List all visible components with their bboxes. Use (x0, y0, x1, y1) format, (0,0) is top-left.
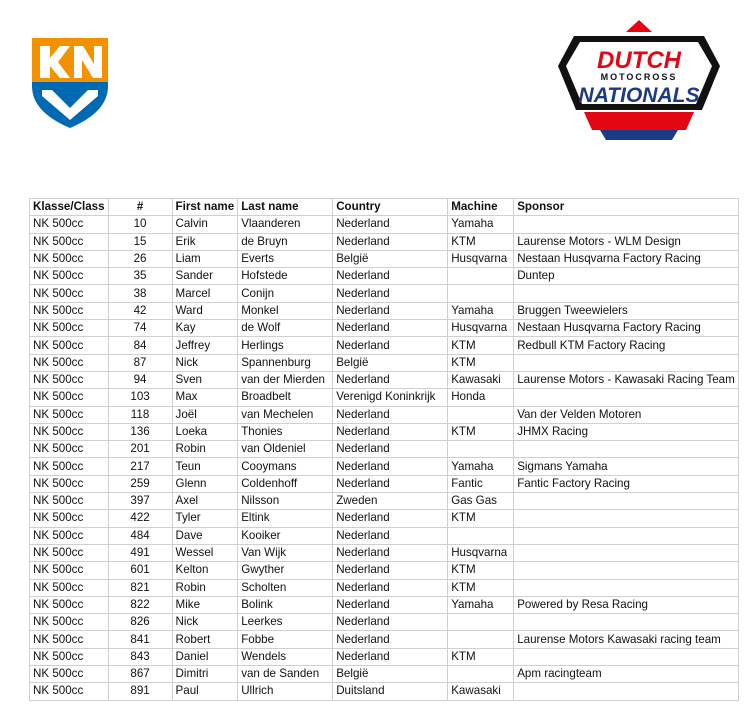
table-row (30, 216, 739, 233)
cell-first-name: Teun (172, 458, 238, 475)
cell-number: 118 (108, 406, 172, 423)
cell-sponsor (514, 562, 739, 579)
cell-country: Nederland (333, 475, 448, 492)
header-number: # (108, 199, 172, 216)
header-class: Klasse/Class (30, 199, 109, 216)
cell-machine: Husqvarna (448, 250, 514, 267)
cell-country: Nederland (333, 631, 448, 648)
cell-machine (448, 614, 514, 631)
cell-first-name: Tyler (172, 510, 238, 527)
cell-class: NK 500cc (30, 250, 109, 267)
cell-class: NK 500cc (30, 683, 109, 700)
cell-sponsor: Nestaan Husqvarna Factory Racing (514, 320, 739, 337)
cell-last-name: Broadbelt (238, 389, 333, 406)
cell-class: NK 500cc (30, 441, 109, 458)
cell-class: NK 500cc (30, 337, 109, 354)
table-row (30, 458, 739, 475)
cell-first-name: Marcel (172, 285, 238, 302)
cell-first-name: Glenn (172, 475, 238, 492)
cell-machine (448, 441, 514, 458)
cell-first-name: Paul (172, 683, 238, 700)
cell-class: NK 500cc (30, 579, 109, 596)
cell-last-name: de Bruyn (238, 233, 333, 250)
cell-first-name: Robin (172, 441, 238, 458)
cell-machine: Husqvarna (448, 320, 514, 337)
cell-number: 826 (108, 614, 172, 631)
cell-number: 26 (108, 250, 172, 267)
cell-number: 103 (108, 389, 172, 406)
cell-machine (448, 527, 514, 544)
cell-sponsor (514, 544, 739, 561)
table-row (30, 285, 739, 302)
cell-sponsor (514, 285, 739, 302)
table-row (30, 631, 739, 648)
cell-last-name: Conijn (238, 285, 333, 302)
cell-country: Nederland (333, 596, 448, 613)
cell-last-name: van Mechelen (238, 406, 333, 423)
cell-machine: KTM (448, 579, 514, 596)
cell-country: Nederland (333, 510, 448, 527)
cell-class: NK 500cc (30, 596, 109, 613)
cell-last-name: Van Wijk (238, 544, 333, 561)
cell-sponsor: Apm racingteam (514, 666, 739, 683)
cell-sponsor: Laurense Motors - WLM Design (514, 233, 739, 250)
cell-number: 42 (108, 302, 172, 319)
table-row (30, 544, 739, 561)
table-row (30, 666, 739, 683)
cell-country: Duitsland (333, 683, 448, 700)
cell-machine: Fantic (448, 475, 514, 492)
cell-class: NK 500cc (30, 285, 109, 302)
cell-number: 74 (108, 320, 172, 337)
cell-number: 201 (108, 441, 172, 458)
cell-class: NK 500cc (30, 354, 109, 371)
cell-last-name: Cooymans (238, 458, 333, 475)
cell-country: België (333, 666, 448, 683)
cell-number: 422 (108, 510, 172, 527)
cell-class: NK 500cc (30, 268, 109, 285)
cell-sponsor: JHMX Racing (514, 423, 739, 440)
cell-sponsor: Nestaan Husqvarna Factory Racing (514, 250, 739, 267)
cell-country: Nederland (333, 285, 448, 302)
cell-last-name: Everts (238, 250, 333, 267)
table-row (30, 493, 739, 510)
cell-last-name: Herlings (238, 337, 333, 354)
cell-country: Zweden (333, 493, 448, 510)
header-country: Country (333, 199, 448, 216)
cell-machine: Kawasaki (448, 683, 514, 700)
cell-class: NK 500cc (30, 320, 109, 337)
knmv-logo (30, 34, 110, 130)
cell-first-name: Nick (172, 614, 238, 631)
cell-last-name: de Wolf (238, 320, 333, 337)
cell-first-name: Daniel (172, 648, 238, 665)
cell-first-name: Liam (172, 250, 238, 267)
cell-class: NK 500cc (30, 458, 109, 475)
cell-class: NK 500cc (30, 544, 109, 561)
cell-class: NK 500cc (30, 510, 109, 527)
cell-last-name: Fobbe (238, 631, 333, 648)
cell-sponsor: Redbull KTM Factory Racing (514, 337, 739, 354)
cell-class: NK 500cc (30, 475, 109, 492)
cell-first-name: Mike (172, 596, 238, 613)
cell-country: Nederland (333, 268, 448, 285)
logo-dutch-text: DUTCH (597, 47, 681, 74)
table-row (30, 389, 739, 406)
cell-first-name: Loeka (172, 423, 238, 440)
entry-list-table (29, 198, 739, 701)
logo-motocross-text: MOTOCROSS (600, 72, 678, 82)
cell-first-name: Axel (172, 493, 238, 510)
cell-sponsor: Bruggen Tweewielers (514, 302, 739, 319)
cell-number: 87 (108, 354, 172, 371)
cell-number: 822 (108, 596, 172, 613)
cell-sponsor (514, 579, 739, 596)
cell-sponsor (514, 510, 739, 527)
cell-class: NK 500cc (30, 631, 109, 648)
header-sponsor: Sponsor (514, 199, 739, 216)
cell-first-name: Robert (172, 631, 238, 648)
cell-last-name: Kooiker (238, 527, 333, 544)
cell-last-name: Nilsson (238, 493, 333, 510)
cell-number: 84 (108, 337, 172, 354)
table-row (30, 371, 739, 388)
cell-machine: Honda (448, 389, 514, 406)
cell-machine: KTM (448, 423, 514, 440)
cell-first-name: Max (172, 389, 238, 406)
cell-country: België (333, 354, 448, 371)
cell-last-name: Leerkes (238, 614, 333, 631)
cell-class: NK 500cc (30, 648, 109, 665)
cell-class: NK 500cc (30, 493, 109, 510)
table-row (30, 648, 739, 665)
cell-last-name: van Oldeniel (238, 441, 333, 458)
cell-country: Nederland (333, 544, 448, 561)
cell-first-name: Joël (172, 406, 238, 423)
cell-number: 217 (108, 458, 172, 475)
cell-machine: Yamaha (448, 302, 514, 319)
cell-class: NK 500cc (30, 406, 109, 423)
cell-machine (448, 285, 514, 302)
table-row (30, 337, 739, 354)
cell-number: 821 (108, 579, 172, 596)
cell-machine (448, 631, 514, 648)
cell-number: 491 (108, 544, 172, 561)
cell-machine: Yamaha (448, 216, 514, 233)
cell-last-name: Bolink (238, 596, 333, 613)
cell-country: Nederland (333, 423, 448, 440)
cell-sponsor: Laurense Motors Kawasaki racing team (514, 631, 739, 648)
logo-nationals-text: NATIONALS (578, 84, 700, 107)
cell-last-name: Ullrich (238, 683, 333, 700)
dutch-motocross-nationals-logo (554, 18, 724, 142)
cell-number: 94 (108, 371, 172, 388)
cell-number: 867 (108, 666, 172, 683)
cell-sponsor (514, 493, 739, 510)
cell-first-name: Nick (172, 354, 238, 371)
cell-sponsor: Laurense Motors - Kawasaki Racing Team (514, 371, 739, 388)
cell-class: NK 500cc (30, 233, 109, 250)
table-row (30, 614, 739, 631)
cell-sponsor (514, 527, 739, 544)
cell-sponsor (514, 614, 739, 631)
table-row (30, 562, 739, 579)
cell-class: NK 500cc (30, 614, 109, 631)
table-row (30, 579, 739, 596)
cell-machine: Yamaha (448, 458, 514, 475)
cell-first-name: Kay (172, 320, 238, 337)
cell-last-name: van der Mierden (238, 371, 333, 388)
table-header-row (30, 199, 739, 216)
table-row (30, 406, 739, 423)
cell-country: Nederland (333, 614, 448, 631)
cell-class: NK 500cc (30, 562, 109, 579)
cell-last-name: Eltink (238, 510, 333, 527)
cell-last-name: Coldenhoff (238, 475, 333, 492)
table-row (30, 320, 739, 337)
cell-number: 484 (108, 527, 172, 544)
table-row (30, 354, 739, 371)
cell-class: NK 500cc (30, 216, 109, 233)
cell-first-name: Dave (172, 527, 238, 544)
cell-class: NK 500cc (30, 527, 109, 544)
cell-machine: KTM (448, 354, 514, 371)
cell-number: 10 (108, 216, 172, 233)
cell-first-name: Wessel (172, 544, 238, 561)
cell-class: NK 500cc (30, 666, 109, 683)
cell-machine: Yamaha (448, 596, 514, 613)
cell-last-name: Vlaanderen (238, 216, 333, 233)
cell-sponsor (514, 648, 739, 665)
cell-number: 136 (108, 423, 172, 440)
cell-machine (448, 666, 514, 683)
table-row (30, 527, 739, 544)
cell-number: 15 (108, 233, 172, 250)
cell-first-name: Robin (172, 579, 238, 596)
cell-machine: KTM (448, 510, 514, 527)
table-row (30, 302, 739, 319)
header-machine: Machine (448, 199, 514, 216)
cell-country: Nederland (333, 562, 448, 579)
cell-sponsor: Van der Velden Motoren (514, 406, 739, 423)
cell-first-name: Sven (172, 371, 238, 388)
cell-last-name: Thonies (238, 423, 333, 440)
cell-number: 841 (108, 631, 172, 648)
cell-first-name: Dimitri (172, 666, 238, 683)
cell-sponsor (514, 441, 739, 458)
cell-last-name: Monkel (238, 302, 333, 319)
cell-number: 397 (108, 493, 172, 510)
cell-first-name: Sander (172, 268, 238, 285)
cell-machine: Gas Gas (448, 493, 514, 510)
cell-number: 35 (108, 268, 172, 285)
table-row (30, 250, 739, 267)
cell-country: Nederland (333, 216, 448, 233)
cell-sponsor: Sigmans Yamaha (514, 458, 739, 475)
table-row (30, 475, 739, 492)
cell-last-name: Scholten (238, 579, 333, 596)
cell-last-name: Wendels (238, 648, 333, 665)
cell-first-name: Erik (172, 233, 238, 250)
cell-country: Nederland (333, 233, 448, 250)
cell-sponsor (514, 683, 739, 700)
cell-sponsor (514, 389, 739, 406)
cell-country: Nederland (333, 337, 448, 354)
cell-number: 259 (108, 475, 172, 492)
cell-class: NK 500cc (30, 423, 109, 440)
cell-country: Nederland (333, 441, 448, 458)
table-row (30, 510, 739, 527)
cell-country: Nederland (333, 406, 448, 423)
cell-country: Nederland (333, 648, 448, 665)
table-row (30, 441, 739, 458)
cell-machine (448, 406, 514, 423)
cell-number: 891 (108, 683, 172, 700)
cell-country: Nederland (333, 320, 448, 337)
cell-class: NK 500cc (30, 389, 109, 406)
cell-sponsor (514, 216, 739, 233)
cell-country: Nederland (333, 527, 448, 544)
cell-last-name: van de Sanden (238, 666, 333, 683)
table-row (30, 683, 739, 700)
cell-country: Verenigd Koninkrijk (333, 389, 448, 406)
cell-first-name: Jeffrey (172, 337, 238, 354)
table-row (30, 233, 739, 250)
cell-number: 843 (108, 648, 172, 665)
cell-machine: Kawasaki (448, 371, 514, 388)
cell-country: Nederland (333, 371, 448, 388)
cell-sponsor (514, 354, 739, 371)
cell-number: 38 (108, 285, 172, 302)
cell-sponsor: Fantic Factory Racing (514, 475, 739, 492)
cell-class: NK 500cc (30, 302, 109, 319)
cell-number: 601 (108, 562, 172, 579)
cell-machine: KTM (448, 233, 514, 250)
cell-machine: KTM (448, 337, 514, 354)
cell-last-name: Spannenburg (238, 354, 333, 371)
header-last-name: Last name (238, 199, 333, 216)
cell-country: Nederland (333, 458, 448, 475)
cell-country: Nederland (333, 302, 448, 319)
table-row (30, 268, 739, 285)
cell-class: NK 500cc (30, 371, 109, 388)
cell-first-name: Kelton (172, 562, 238, 579)
cell-sponsor: Powered by Resa Racing (514, 596, 739, 613)
cell-last-name: Gwyther (238, 562, 333, 579)
cell-country: België (333, 250, 448, 267)
cell-machine: KTM (448, 562, 514, 579)
table-row (30, 596, 739, 613)
cell-first-name: Calvin (172, 216, 238, 233)
table-row (30, 423, 739, 440)
cell-machine: Husqvarna (448, 544, 514, 561)
cell-first-name: Ward (172, 302, 238, 319)
cell-country: Nederland (333, 579, 448, 596)
cell-sponsor: Duntep (514, 268, 739, 285)
cell-machine (448, 268, 514, 285)
cell-last-name: Hofstede (238, 268, 333, 285)
header-first-name: First name (172, 199, 238, 216)
cell-machine: KTM (448, 648, 514, 665)
